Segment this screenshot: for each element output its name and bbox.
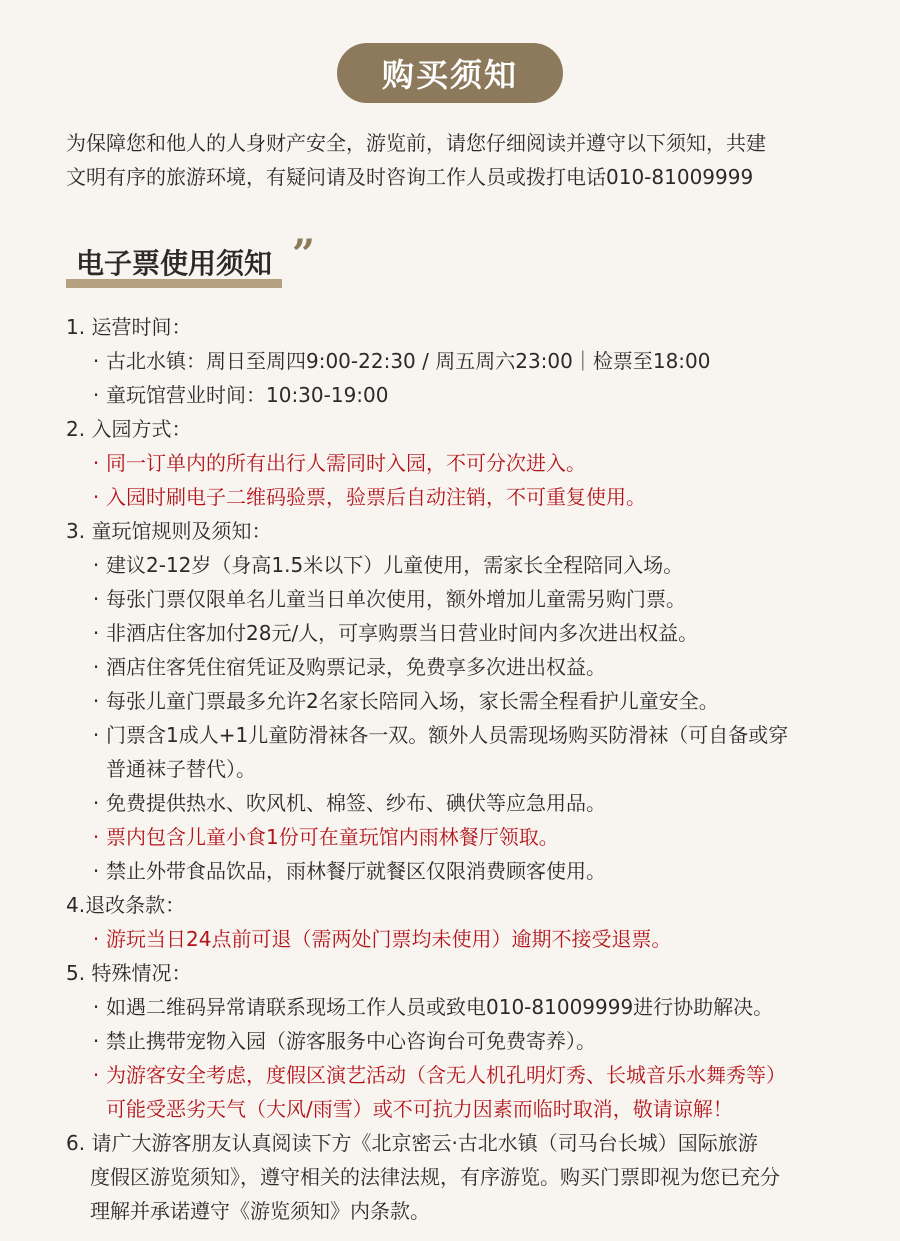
rule-item: · 每张儿童门票最多允许2名家长陪同入场，家长需全程看护儿童安全。 <box>66 684 866 718</box>
bullet-icon: · <box>92 927 100 951</box>
bullet-icon: · <box>92 655 100 679</box>
rule-item-alert: · 为游客安全考虑，度假区演艺活动（含无人机孔明灯秀、长城音乐水舞秀等） <box>66 1058 866 1092</box>
rule-heading: 6. 请广大游客朋友认真阅读下方《北京密云·古北水镇（司马台长城）国际旅游 <box>66 1131 758 1155</box>
bullet-icon: · <box>92 485 100 509</box>
rule-item-alert: · 同一订单内的所有出行人需同时入园，不可分次进入。 <box>66 446 866 480</box>
rule-item: · 如遇二维码异常请联系现场工作人员或致电010-81009999进行协助解决。 <box>66 990 866 1024</box>
bullet-icon: · <box>92 723 100 747</box>
rule-item: · 禁止外带食品饮品，雨林餐厅就餐区仅限消费顾客使用。 <box>66 854 866 888</box>
intro-text <box>66 126 846 194</box>
rule-item: · 酒店住客凭住宿凭证及购票记录，免费享多次进出权益。 <box>66 650 866 684</box>
rule-item: · 门票含1成人+1儿童防滑袜各一双。额外人员需现场购买防滑袜（可自备或穿 <box>66 718 866 752</box>
section-heading <box>66 231 316 286</box>
rule-continued: 理解并承诺遵守《游览须知》内条款。 <box>90 1199 430 1223</box>
bullet-icon: · <box>92 791 100 815</box>
bullet-icon: · <box>92 451 100 475</box>
bullet-icon: · <box>92 1029 100 1053</box>
rule-item: · 童玩馆营业时间：10:30-19:00 <box>66 378 866 412</box>
bullet-icon: · <box>92 859 100 883</box>
quote-mark-icon: ” <box>292 231 316 278</box>
rule-item: · 古北水镇：周日至周四9:00-22:30 / 周五周六23:00｜检票至18:00 <box>66 344 866 378</box>
rule-item: · 建议2-12岁（身高1.5米以下）儿童使用，需家长全程陪同入场。 <box>66 548 866 582</box>
rule-item: · 免费提供热水、吹风机、棉签、纱布、碘伏等应急用品。 <box>66 786 866 820</box>
intro-line: 文明有序的旅游环境，有疑问请及时咨询工作人员或拨打电话010-81009999 <box>66 165 754 189</box>
rule-item-continued: 可能受恶劣天气（大风/雨雪）或不可抗力因素而临时取消，敬请谅解！ <box>106 1097 733 1121</box>
rule-item-continued: 普通袜子替代）。 <box>106 757 256 781</box>
bullet-icon: · <box>92 383 100 407</box>
bullet-icon: · <box>92 553 100 577</box>
rule-item-alert: · 游玩当日24点前可退（需两处门票均未使用）逾期不接受退票。 <box>66 922 866 956</box>
page-title-badge <box>337 43 563 103</box>
rule-heading: 1. 运营时间： <box>66 315 192 339</box>
rule-item-alert: · 入园时刷电子二维码验票，验票后自动注销，不可重复使用。 <box>66 480 866 514</box>
rule-heading: 3. 童玩馆规则及须知： <box>66 519 272 543</box>
section-title: 电子票使用须知 <box>66 240 282 286</box>
rules-list <box>66 310 866 1228</box>
rule-item: · 非酒店住客加付28元/人，可享购票当日营业时间内多次进出权益。 <box>66 616 866 650</box>
bullet-icon: · <box>92 1063 100 1087</box>
rule-item: · 每张门票仅限单名儿童当日单次使用，额外增加儿童需另购门票。 <box>66 582 866 616</box>
bullet-icon: · <box>92 995 100 1019</box>
rule-item-alert: · 票内包含儿童小食1份可在童玩馆内雨林餐厅领取。 <box>66 820 866 854</box>
bullet-icon: · <box>92 689 100 713</box>
bullet-icon: · <box>92 587 100 611</box>
bullet-icon: · <box>92 825 100 849</box>
rule-item: · 禁止携带宠物入园（游客服务中心咨询台可免费寄养）。 <box>66 1024 866 1058</box>
bullet-icon: · <box>92 349 100 373</box>
rule-heading: 4.退改条款： <box>66 893 186 917</box>
intro-line: 为保障您和他人的人身财产安全，游览前，请您仔细阅读并遵守以下须知，共建 <box>66 131 766 155</box>
rule-continued: 度假区游览须知》，遵守相关的法律法规，有序游览。购买门票即视为您已充分 <box>90 1165 780 1189</box>
page-title: 购买须知 <box>381 56 518 94</box>
rule-heading: 2. 入园方式： <box>66 417 192 441</box>
bullet-icon: · <box>92 621 100 645</box>
rule-heading: 5. 特殊情况： <box>66 961 192 985</box>
